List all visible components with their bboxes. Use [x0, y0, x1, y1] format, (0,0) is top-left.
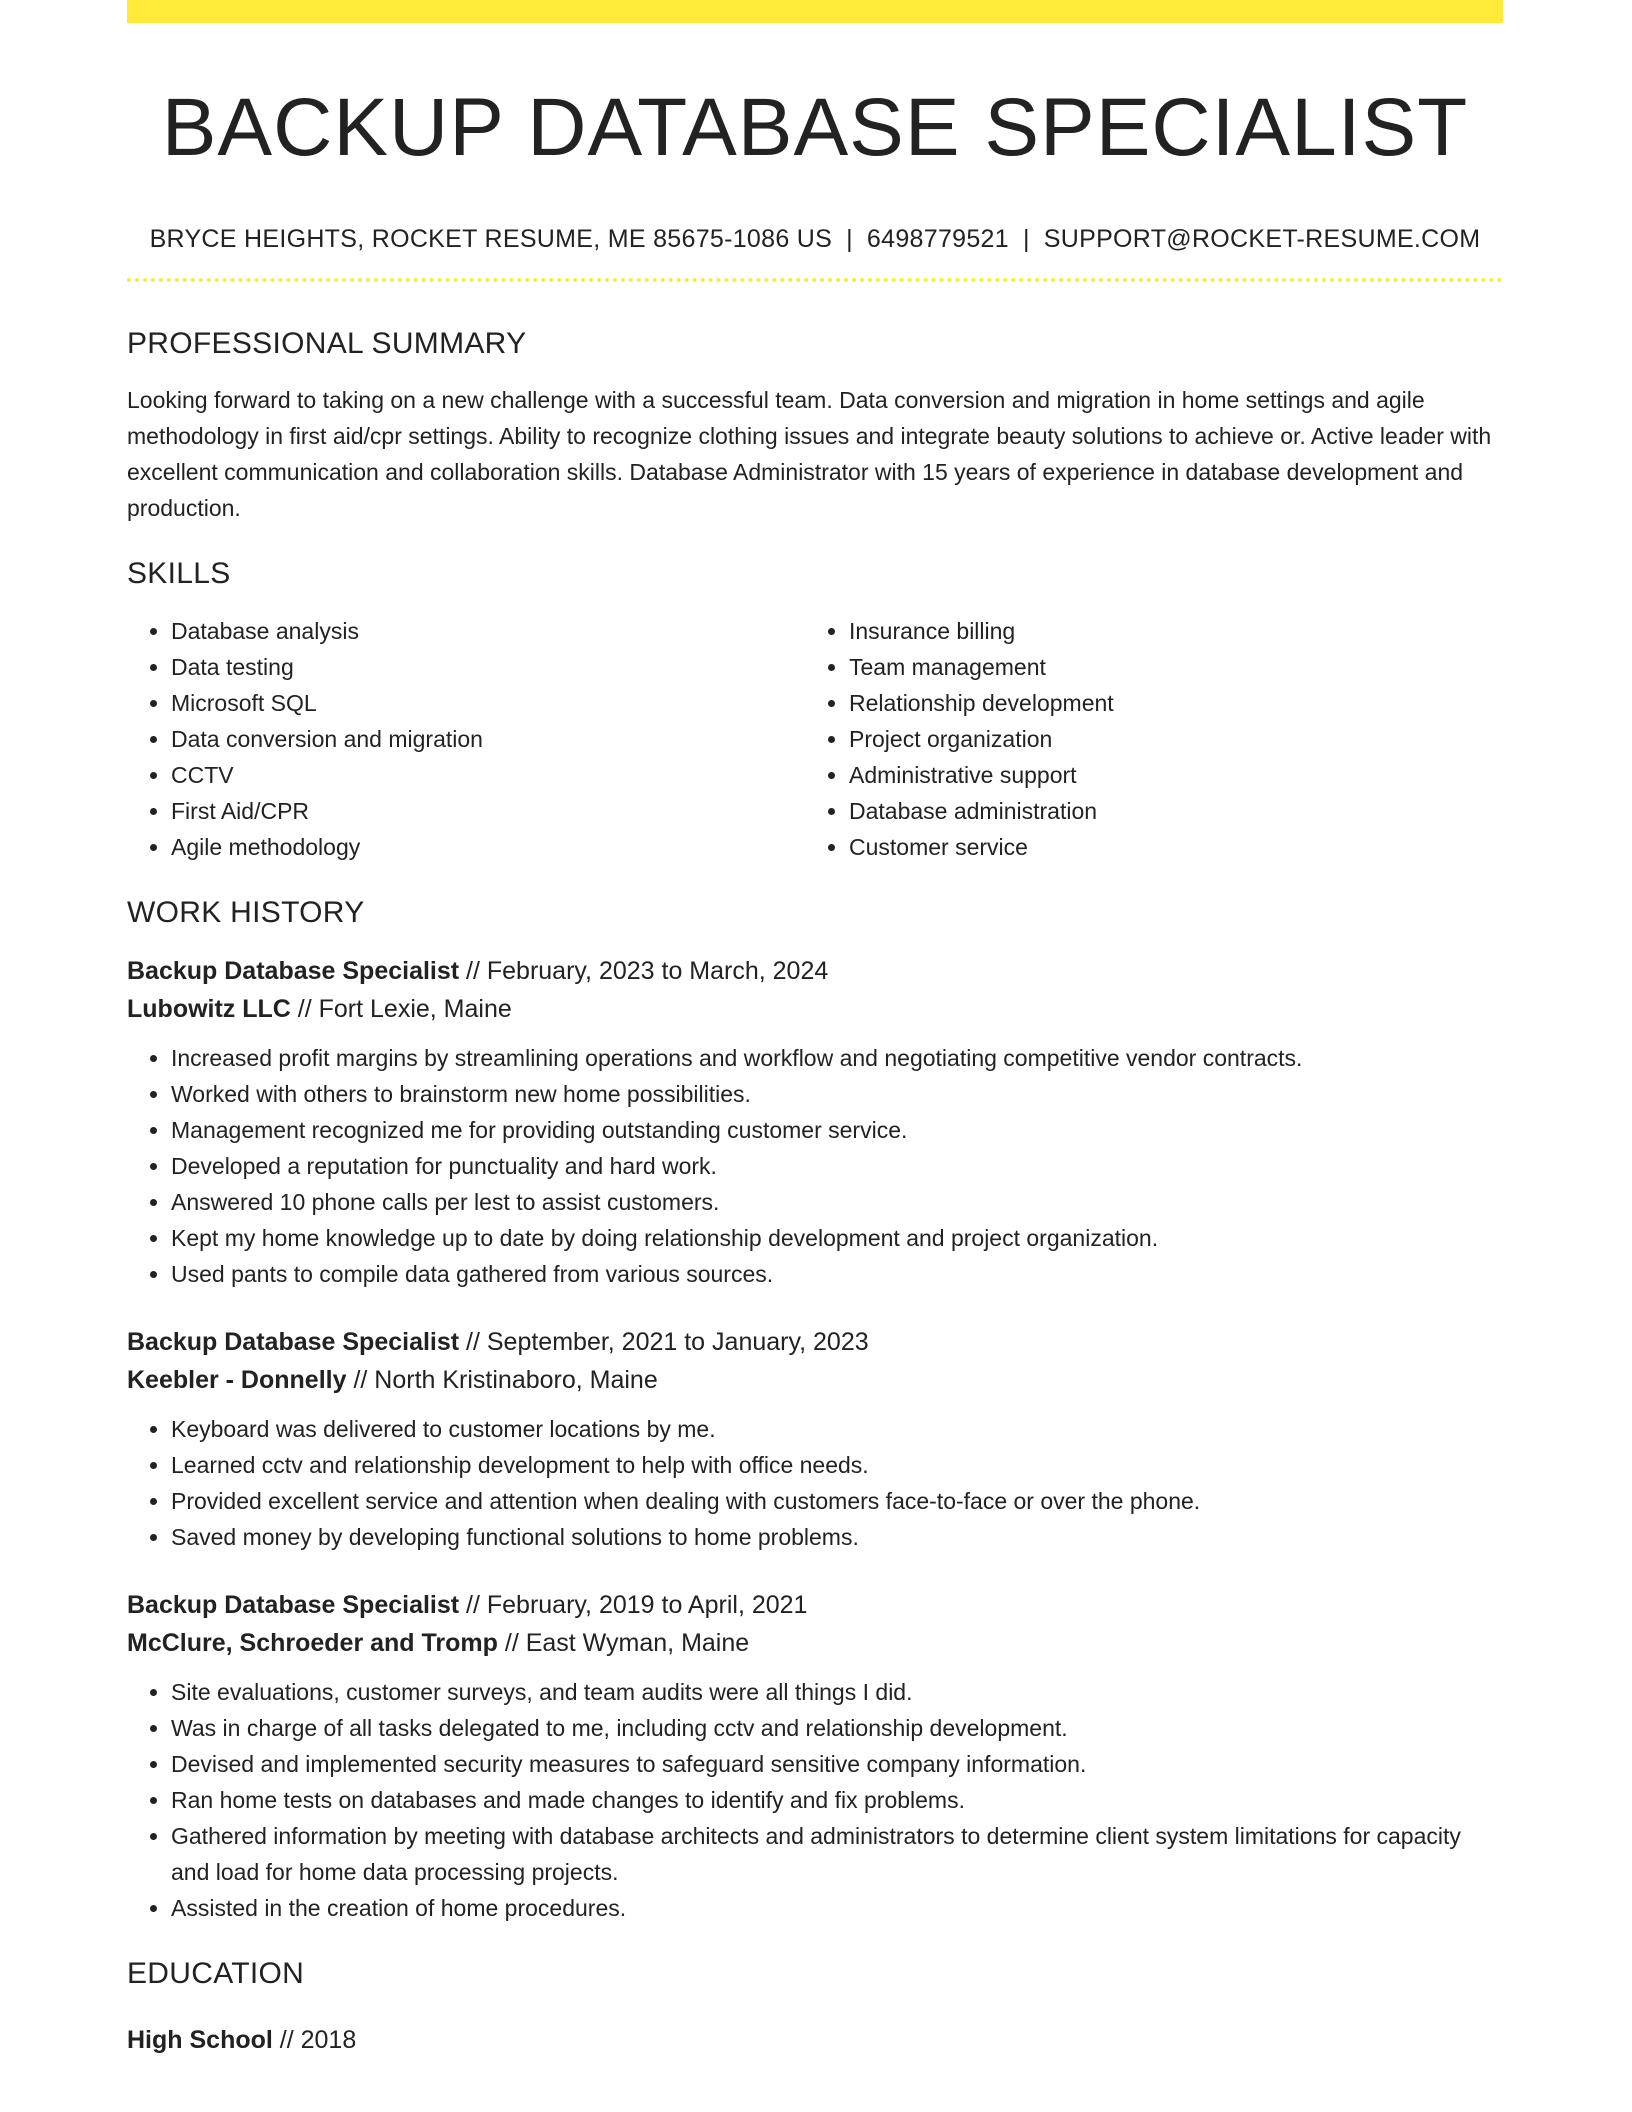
- job-company-line: [127, 1624, 1503, 1662]
- job-role: Backup Database Specialist: [127, 1591, 460, 1619]
- job-bullet: • Used pants to compile data gathered from various sources.: [171, 1256, 1503, 1292]
- job-title-line: [127, 1323, 1503, 1361]
- job-location: // North Kristinaboro, Maine: [346, 1366, 658, 1394]
- skills-heading: SKILLS: [127, 557, 231, 590]
- skill-item: • Database analysis: [171, 613, 805, 649]
- contact-address: BRYCE HEIGHTS, ROCKET RESUME, ME 85675-1086 US: [149, 225, 833, 253]
- header-divider: [127, 278, 1503, 282]
- skill-item: • Team management: [849, 649, 1479, 685]
- contact-phone: 6498779521: [866, 225, 1009, 253]
- job-dates: // February, 2019 to April, 2021: [459, 1591, 808, 1619]
- education-school: High School: [127, 2026, 273, 2054]
- job-location: // Fort Lexie, Maine: [290, 995, 512, 1023]
- contact-separator: |: [1022, 225, 1030, 253]
- job-company: Keebler - Donnelly: [127, 1366, 347, 1394]
- skills-left-list: [127, 613, 805, 865]
- job-bullet: • Worked with others to brainstorm new home possibilities.: [171, 1076, 1503, 1112]
- job-bullet: • Kept my home knowledge up to date by doing relationship development and project organization.: [171, 1220, 1503, 1256]
- resume-name: BACKUP DATABASE SPECIALIST: [161, 82, 1469, 173]
- skill-item: • Data testing: [171, 649, 805, 685]
- contact-line: [127, 224, 1503, 254]
- job-bullet: • Saved money by developing functional solutions to home problems.: [171, 1519, 1503, 1555]
- job-bullet: • Keyboard was delivered to customer locations by me.: [171, 1411, 1503, 1447]
- skill-item: • Relationship development: [849, 685, 1479, 721]
- job-bullet: • Answered 10 phone calls per lest to assist customers.: [171, 1184, 1503, 1220]
- education-entry: [127, 2021, 1503, 2059]
- job-entry: [127, 1586, 1503, 1926]
- education-heading: EDUCATION: [127, 1957, 305, 1990]
- job-company-line: [127, 990, 1503, 1028]
- job-bullet: • Increased profit margins by streamlining operations and workflow and negotiating competitive vendor contracts.: [171, 1040, 1503, 1076]
- skill-item: • Data conversion and migration: [171, 721, 805, 757]
- skill-item: • Insurance billing: [849, 613, 1479, 649]
- job-bullet: • Developed a reputation for punctuality and hard work.: [171, 1148, 1503, 1184]
- contact-separator: |: [846, 225, 853, 253]
- job-bullet: • Gathered information by meeting with database architects and administrators to determine client system limitations for capacity and load for home data processing projects.: [171, 1818, 1503, 1890]
- job-bullet: • Assisted in the creation of home procedures.: [171, 1890, 1503, 1926]
- skills-right-list: [805, 613, 1479, 865]
- job-dates: // February, 2023 to March, 2024: [459, 957, 829, 985]
- job-bullet: • Devised and implemented security measures to safeguard sensitive company information.: [171, 1746, 1503, 1782]
- resume-content: [127, 0, 1503, 2059]
- job-bullets: [127, 1040, 1503, 1292]
- contact-email: SUPPORT@ROCKET-RESUME.COM: [1043, 225, 1481, 253]
- skill-item: • Agile methodology: [171, 829, 805, 865]
- job-title-line: [127, 952, 1503, 990]
- job-title-line: [127, 1586, 1503, 1624]
- skill-item: • Customer service: [849, 829, 1479, 865]
- skill-item: • First Aid/CPR: [171, 793, 805, 829]
- summary-text: Looking forward to taking on a new challenge with a successful team. Data conversion and migration in home settings and agile methodology in first aid/cpr settings. Ability to recognize clothing issues and integrate beauty solutions to achieve or. Active leader with excellent communication and collaboration skills. Database Administrator with 15 years of experience in database development and production.: [127, 387, 1492, 521]
- job-bullet: • Site evaluations, customer surveys, and team audits were all things I did.: [171, 1674, 1503, 1710]
- skill-item: • Project organization: [849, 721, 1479, 757]
- work-history-heading: WORK HISTORY: [127, 896, 365, 929]
- job-dates: // September, 2021 to January, 2023: [459, 1328, 869, 1356]
- job-bullet: • Ran home tests on databases and made changes to identify and fix problems.: [171, 1782, 1503, 1818]
- job-bullets: [127, 1674, 1503, 1926]
- job-entry: [127, 1323, 1503, 1555]
- skill-item: • CCTV: [171, 757, 805, 793]
- job-location: // East Wyman, Maine: [497, 1629, 750, 1657]
- job-bullet: • Management recognized me for providing outstanding customer service.: [171, 1112, 1503, 1148]
- job-role: Backup Database Specialist: [127, 957, 460, 985]
- job-bullet: • Provided excellent service and attention when dealing with customers face-to-face or over the phone.: [171, 1483, 1503, 1519]
- job-bullet: • Was in charge of all tasks delegated to me, including cctv and relationship development.: [171, 1710, 1503, 1746]
- job-company: McClure, Schroeder and Tromp: [127, 1629, 498, 1657]
- education-year: // 2018: [272, 2026, 357, 2054]
- skill-item: • Microsoft SQL: [171, 685, 805, 721]
- summary-heading: PROFESSIONAL SUMMARY: [127, 327, 527, 360]
- job-role: Backup Database Specialist: [127, 1328, 460, 1356]
- job-company: Lubowitz LLC: [127, 995, 291, 1023]
- skills-columns: [127, 613, 1503, 865]
- job-company-line: [127, 1361, 1503, 1399]
- job-bullet: • Learned cctv and relationship development to help with office needs.: [171, 1447, 1503, 1483]
- job-entry: [127, 952, 1503, 1292]
- skill-item: • Database administration: [849, 793, 1479, 829]
- skill-item: • Administrative support: [849, 757, 1479, 793]
- job-bullets: [127, 1411, 1503, 1555]
